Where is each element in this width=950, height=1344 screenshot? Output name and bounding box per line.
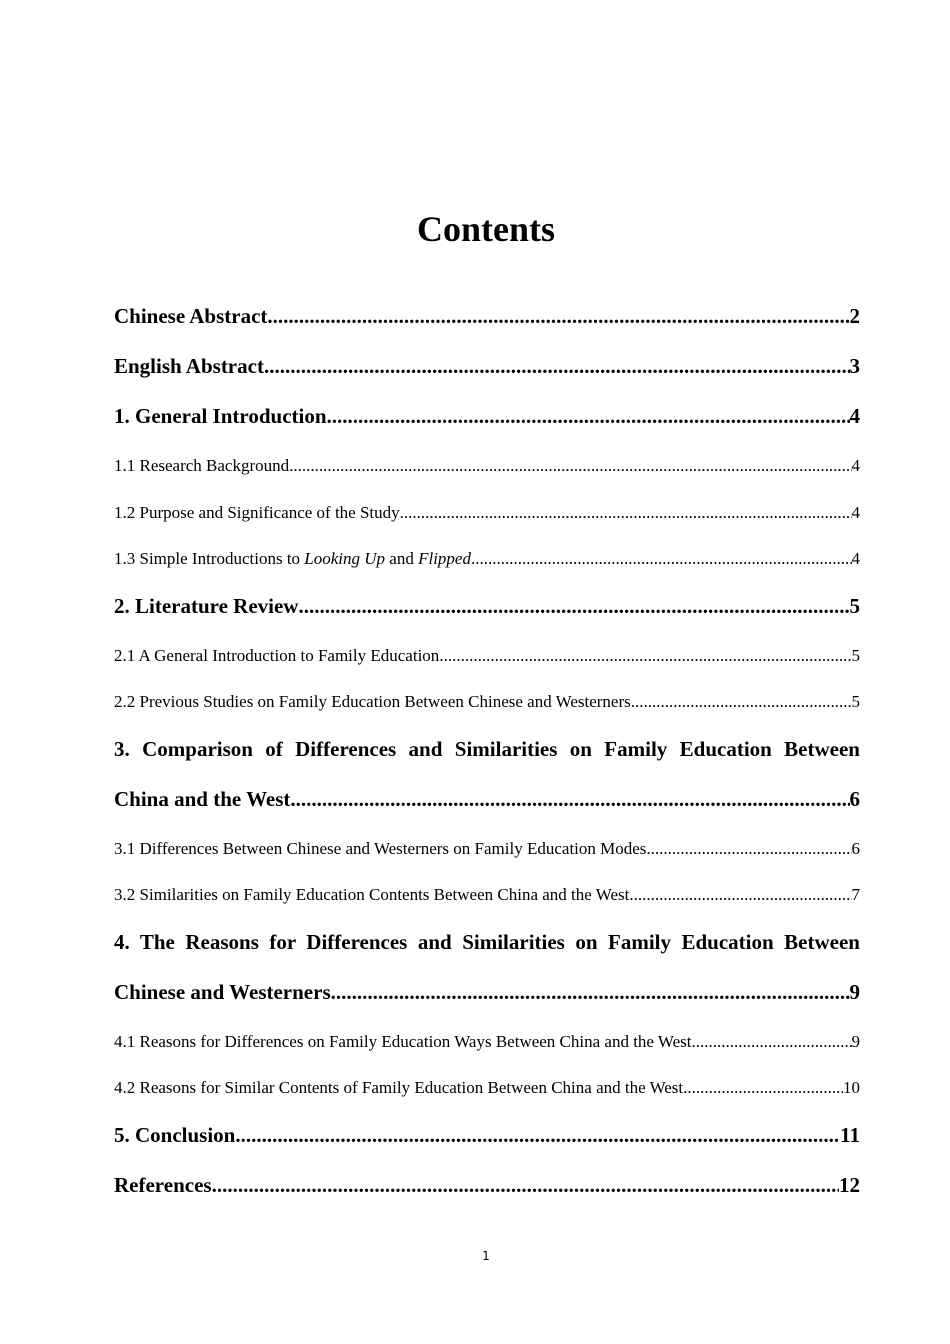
toc-entry-previous-studies[interactable]: [114, 690, 860, 714]
toc-entry-label: Chinese and Westerners: [114, 980, 331, 1004]
toc-entry-label: China and the West: [114, 787, 291, 811]
toc-entry-reasons-line1[interactable]: 4. The Reasons for Differences and Similarities on Family Education Between: [114, 930, 860, 954]
toc-page-number: 2: [849, 304, 860, 328]
toc-entry-label: 1. General Introduction: [114, 404, 327, 428]
toc-page-number: 4: [849, 404, 860, 428]
dot-leader: [235, 1121, 840, 1149]
toc-entry-purpose-significance[interactable]: [114, 501, 860, 525]
toc-entry-label: 1.1 Research Background: [114, 456, 290, 475]
dot-leader: [629, 883, 851, 907]
toc-entry-label: 1.2 Purpose and Significance of the Study: [114, 503, 400, 522]
toc-entry-label: 2. Literature Review: [114, 594, 299, 618]
dot-leader: [331, 978, 850, 1006]
toc-page-number: 4: [851, 549, 860, 568]
toc-entry-english-abstract[interactable]: [114, 352, 860, 380]
toc-page-number: 6: [851, 839, 860, 858]
toc-page-number: 4: [851, 456, 860, 475]
toc-page-number: 4: [851, 503, 860, 522]
toc-entry-literature-review[interactable]: [114, 592, 860, 620]
toc-entry-label: [114, 547, 471, 571]
toc-page-number: 11: [840, 1123, 860, 1147]
dot-leader: [683, 1076, 843, 1100]
toc-page-number: 9: [851, 1032, 860, 1051]
toc-entry-conclusion[interactable]: [114, 1121, 860, 1149]
toc-entry-reasons[interactable]: [114, 978, 860, 1006]
toc-entry-reasons-similar[interactable]: [114, 1076, 860, 1100]
dot-leader: [400, 501, 852, 525]
toc-page-number: 7: [851, 885, 860, 904]
dot-leader: [646, 837, 851, 861]
toc-page-number: 12: [839, 1173, 860, 1197]
italic-title-looking-up: Looking Up: [304, 549, 386, 568]
toc-entry-chinese-abstract[interactable]: [114, 302, 860, 330]
toc-entry-comparison[interactable]: [114, 785, 860, 813]
dot-leader: [439, 644, 851, 668]
toc-entry-similarities-contents[interactable]: [114, 883, 860, 907]
toc-entry-general-introduction-family-education[interactable]: [114, 644, 860, 668]
toc-entry-label: Chinese Abstract: [114, 304, 268, 328]
dot-leader: [289, 454, 851, 478]
page-number-footer: 1: [482, 1249, 490, 1263]
toc-entry-research-background[interactable]: [114, 454, 860, 478]
toc-entry-label: 4.2 Reasons for Similar Contents of Family Education Between China and the West: [114, 1078, 684, 1097]
dot-leader: [267, 302, 849, 330]
toc-page-number: 10: [843, 1078, 860, 1097]
dot-leader: [264, 352, 850, 380]
dot-leader: [290, 785, 849, 813]
dot-leader: [298, 592, 849, 620]
italic-title-flipped: Flipped: [418, 549, 471, 568]
toc-entry-label: 4.1 Reasons for Differences on Family Education Ways Between China and the West: [114, 1032, 692, 1051]
toc-entry-reasons-differences[interactable]: [114, 1030, 860, 1054]
dot-leader: [212, 1171, 839, 1199]
toc-entry-label: 3.2 Similarities on Family Education Contents Between China and the West: [114, 885, 630, 904]
label-text: 1.3 Simple Introductions to: [114, 549, 305, 568]
dot-leader: [692, 1030, 852, 1054]
toc-entry-label: English Abstract: [114, 354, 264, 378]
toc-entry-label: 2.2 Previous Studies on Family Education Between Chinese and Westerners: [114, 692, 631, 711]
toc-page-number: 5: [851, 692, 860, 711]
toc-page-number: 6: [849, 787, 860, 811]
contents-title: Contents: [416, 209, 555, 249]
toc-entry-differences-modes[interactable]: [114, 837, 860, 861]
toc-entry-references[interactable]: [114, 1171, 860, 1199]
toc-entry-comparison-line1[interactable]: 3. Comparison of Differences and Similarities on Family Education Between: [114, 737, 860, 761]
toc-entry-simple-introductions[interactable]: [114, 547, 860, 571]
label-text: and: [385, 549, 419, 568]
dot-leader: [631, 690, 852, 714]
toc-page-number: 3: [849, 354, 860, 378]
toc-page-number: 5: [849, 594, 860, 618]
dot-leader: [471, 547, 852, 571]
toc-entry-label: 5. Conclusion: [114, 1123, 236, 1147]
toc-entry-label: References: [114, 1173, 212, 1197]
toc-page-number: 9: [849, 980, 860, 1004]
dot-leader: [327, 402, 850, 430]
toc-entry-label: 3.1 Differences Between Chinese and Westerners on Family Education Modes: [114, 839, 647, 858]
toc-entry-general-introduction[interactable]: [114, 402, 860, 430]
toc-page-number: 5: [851, 646, 860, 665]
toc-entry-label: 2.1 A General Introduction to Family Education: [114, 646, 440, 665]
